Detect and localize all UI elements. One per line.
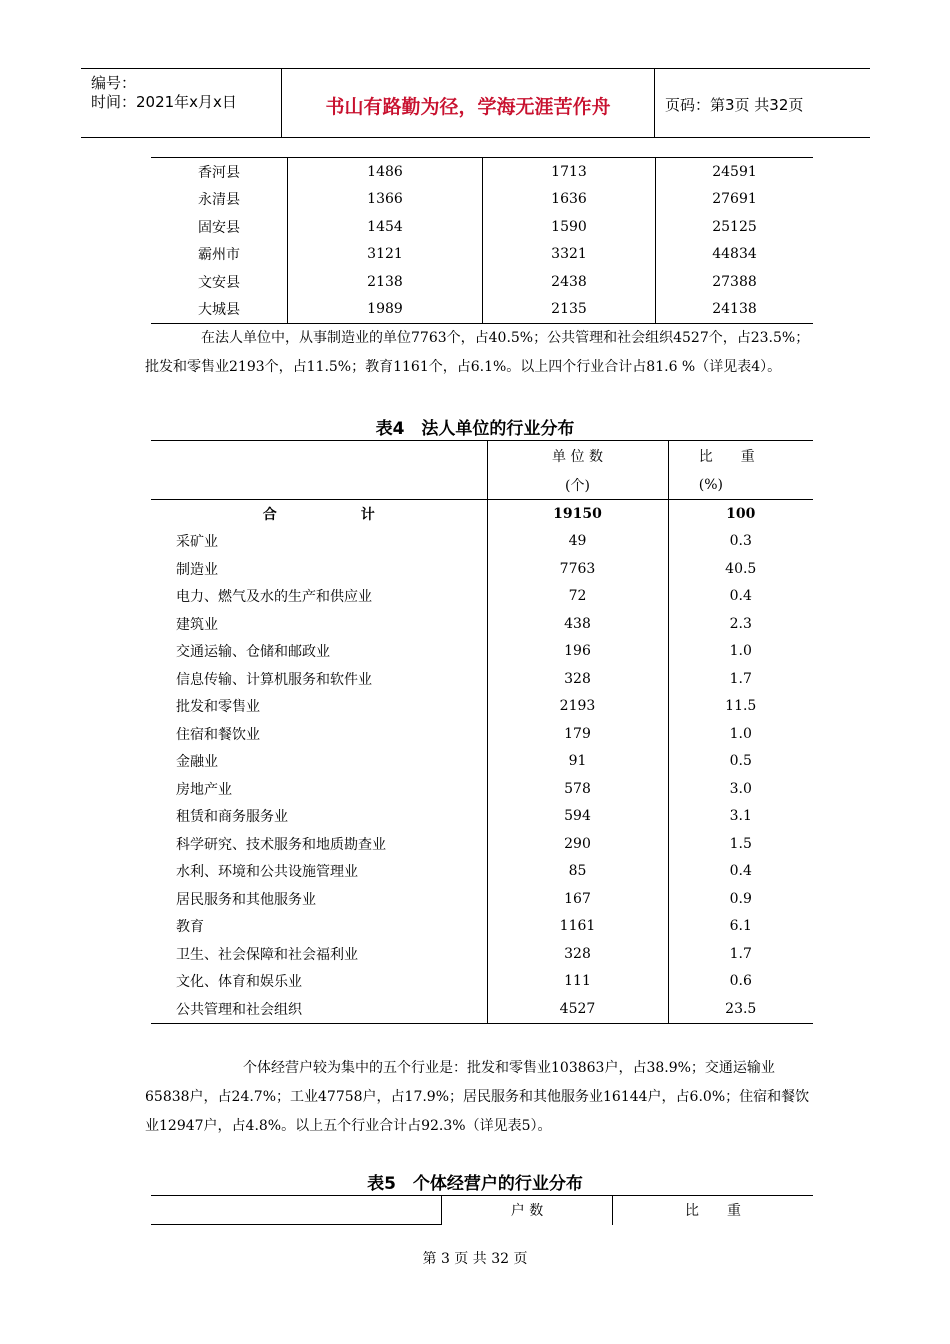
industry-share: 3.1 [668,803,813,831]
county-value: 1636 [483,186,656,214]
county-value: 27388 [656,268,814,296]
table-row [151,213,813,241]
industry-units: 179 [487,720,668,748]
table-row [151,913,813,941]
county-name: 永清县 [198,192,240,209]
col-units-header: 单 位 数 [487,441,668,471]
county-value: 2438 [483,268,656,296]
county-value: 2138 [288,268,483,296]
industry-name: 水利、环境和公共设施管理业 [176,864,358,881]
page-footer: 第 3 页 共 32 页 [422,1251,528,1267]
industry-units: 196 [487,638,668,666]
county-value: 25125 [656,213,814,241]
table-row [151,995,813,1023]
industry-name: 科学研究、技术服务和地质勘查业 [176,836,386,853]
county-name: 文安县 [198,274,240,291]
header-meta [81,69,282,137]
county-value: 1454 [288,213,483,241]
total-share: 100 [668,500,813,528]
table-row [151,968,813,996]
industry-name: 住宿和餐饮业 [176,726,260,743]
industry-name: 公共管理和社会组织 [176,1001,302,1018]
industry-units: 2193 [487,693,668,721]
industry-units: 85 [487,858,668,886]
page-header [81,68,870,138]
table-row [151,885,813,913]
county-value: 24138 [656,296,814,324]
date-label: 时间：2021年x月x日 [91,93,237,111]
table-header-row-units [151,470,813,500]
table4-title: 表4 法人单位的行业分布 [375,419,575,439]
industry-units: 438 [487,610,668,638]
county-value: 1989 [288,296,483,324]
county-table-body [151,158,813,324]
county-value: 2135 [483,296,656,324]
industry-name: 教育 [176,919,204,936]
col-share-unit: (%) [698,476,723,493]
total-units: 19150 [487,500,668,528]
table-row [151,158,813,186]
industry-units: 111 [487,968,668,996]
table-row [151,268,813,296]
industry-name: 文化、体育和娱乐业 [176,974,302,991]
industry-name: 房地产业 [176,781,232,798]
table-row [151,858,813,886]
industry-name: 制造业 [176,561,218,578]
county-value: 1590 [483,213,656,241]
industry-name: 金融业 [176,754,218,771]
industry-share: 0.4 [668,583,813,611]
industry-table [151,440,813,1024]
industry-share: 1.5 [668,830,813,858]
motto: 书山有路勤为径，学海无涯苦作舟 [325,96,611,118]
col-share-header: 比 重 [613,1196,814,1225]
industry-name: 交通运输、仓储和邮政业 [176,644,330,661]
col-share-header: 比 重 [698,448,755,465]
industry-name: 居民服务和其他服务业 [176,891,316,908]
table-row [151,186,813,214]
page-indicator: 页码：第3页 共32页 [665,96,804,114]
household-table [151,1195,813,1225]
industry-share: 3.0 [668,775,813,803]
industry-units: 578 [487,775,668,803]
county-value: 24591 [656,158,814,186]
industry-share: 23.5 [668,995,813,1023]
industry-name: 卫生、社会保障和社会福利业 [176,946,358,963]
table-row [151,296,813,324]
number-label: 编号： [91,74,137,92]
industry-share: 0.9 [668,885,813,913]
table-header-row [151,1196,813,1225]
industry-units: 328 [487,665,668,693]
industry-units: 72 [487,583,668,611]
industry-share: 2.3 [668,610,813,638]
county-value: 3121 [288,241,483,269]
industry-name: 建筑业 [176,616,218,633]
county-name: 大城县 [198,302,240,319]
industry-share: 0.6 [668,968,813,996]
county-name: 固安县 [198,219,240,236]
table-row [151,693,813,721]
industry-units: 4527 [487,995,668,1023]
industry-share: 1.0 [668,638,813,666]
table-row [151,638,813,666]
industry-share: 0.5 [668,748,813,776]
col-units-unit: (个) [487,470,668,500]
table-row [151,583,813,611]
header-page-cell [655,69,870,137]
industry-name: 批发和零售业 [176,699,260,716]
table-row [151,665,813,693]
table-row [151,528,813,556]
industry-units: 594 [487,803,668,831]
table-row [151,720,813,748]
county-value: 1713 [483,158,656,186]
paragraph-individual-households: 个体经营户较为集中的五个行业是：批发和零售业103863户，占38.9%；交通运输业65838户，占24.7%；工业47758户，占17.9%；居民服务和其他服务业16144户，占6.0%；住宿和餐饮业12947户，占4.8%。以上五个行业合计占92.3%（详见表5）。 [145,1060,810,1134]
table-row [151,241,813,269]
industry-name: 采矿业 [176,534,218,551]
industry-name: 电力、燃气及水的生产和供应业 [176,589,372,606]
industry-units: 7763 [487,555,668,583]
county-name: 香河县 [198,164,240,181]
table-header-row [151,441,813,471]
table-row [151,775,813,803]
total-row [151,500,813,528]
table-row [151,748,813,776]
table-row [151,555,813,583]
county-value: 44834 [656,241,814,269]
table5-title: 表5 个体经营户的行业分布 [367,1174,583,1194]
industry-units: 1161 [487,913,668,941]
total-label: 合 计 [262,506,375,523]
industry-name: 租赁和商务服务业 [176,809,288,826]
industry-share: 1.7 [668,940,813,968]
county-name: 霸州市 [198,247,240,264]
table-row [151,610,813,638]
paragraph-legal-entities: 在法人单位中，从事制造业的单位7763个，占40.5%；公共管理和社会组织4527个，占23.5%；批发和零售业2193个，占11.5%；教育1161个，占6.1%。以上四个行业合计占81.6 %（详见表4）。 [145,330,810,375]
industry-units: 167 [487,885,668,913]
industry-units: 49 [487,528,668,556]
industry-share: 6.1 [668,913,813,941]
industry-units: 290 [487,830,668,858]
industry-share: 0.4 [668,858,813,886]
county-value: 3321 [483,241,656,269]
industry-share: 11.5 [668,693,813,721]
col-households-header: 户 数 [442,1196,613,1225]
county-table [151,157,813,324]
industry-table-body [151,441,813,1024]
county-value: 27691 [656,186,814,214]
header-motto-cell [282,69,655,137]
industry-units: 328 [487,940,668,968]
industry-name: 信息传输、计算机服务和软件业 [176,671,372,688]
industry-share: 0.3 [668,528,813,556]
table-row [151,803,813,831]
table-row [151,830,813,858]
county-value: 1366 [288,186,483,214]
industry-units: 91 [487,748,668,776]
table-row [151,940,813,968]
county-value: 1486 [288,158,483,186]
industry-share: 40.5 [668,555,813,583]
industry-share: 1.0 [668,720,813,748]
industry-share: 1.7 [668,665,813,693]
